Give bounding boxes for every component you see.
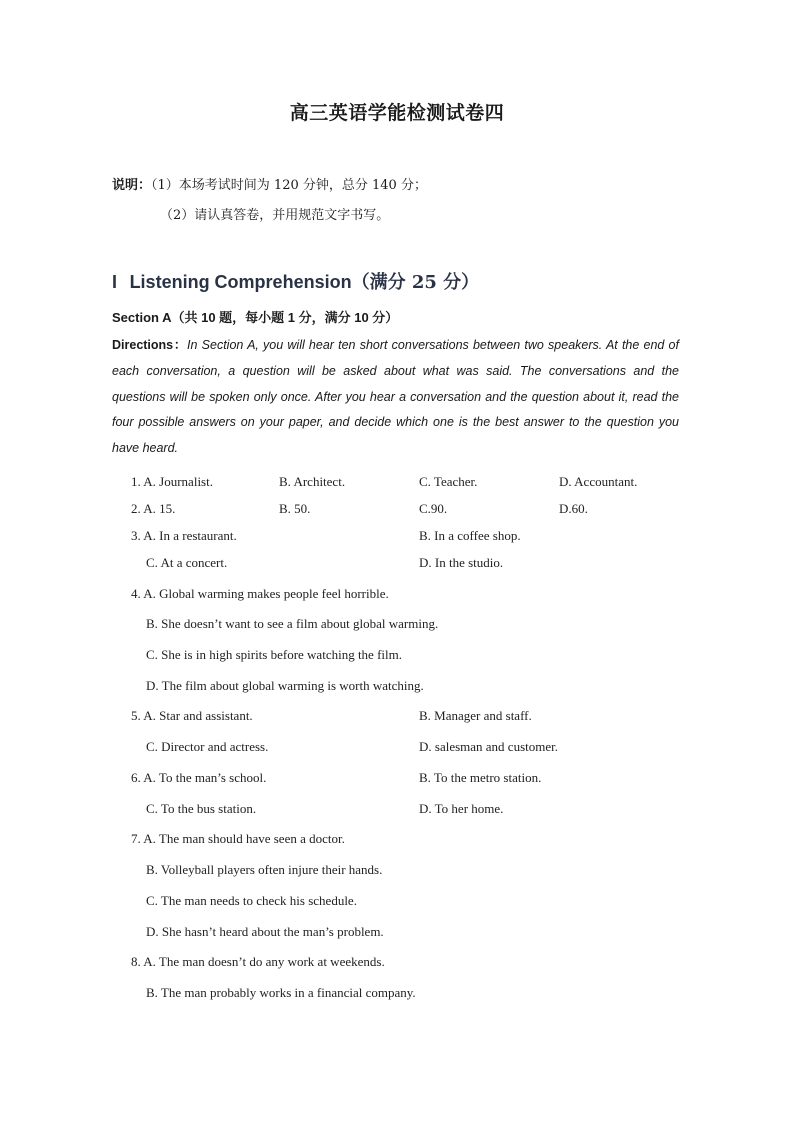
q4-option-d: D. The film about global warming is worth watching. bbox=[146, 678, 424, 693]
q5-option-d: D. salesman and customer. bbox=[419, 739, 558, 754]
q2-option-a: 2. A. 15. bbox=[131, 501, 176, 516]
q2-option-d: D.60. bbox=[559, 501, 588, 516]
q3-option-d: D. In the studio. bbox=[419, 555, 504, 570]
notes-text-1: （1）本场考试时间为 120 分钟，总分 140 分； bbox=[151, 178, 427, 193]
page-title: 高三英语学能检测试卷四 bbox=[289, 102, 505, 124]
q4-option-a: 4. A. Global warming makes people feel horrible. bbox=[131, 586, 389, 601]
q8-option-b: B. The man probably works in a financial company. bbox=[146, 985, 416, 1000]
subsection-heading: Section A（共 10 题，每小题 1 分，满分 10 分） bbox=[112, 310, 399, 325]
directions-label: Directions： bbox=[112, 338, 188, 352]
q8-option-a: 8. A. The man doesn’t do any work at weekends. bbox=[131, 954, 385, 969]
q1-option-c: C. Teacher. bbox=[419, 474, 478, 489]
q7-option-c: C. The man needs to check his schedule. bbox=[146, 893, 357, 908]
q6-option-c: C. To the bus station. bbox=[146, 801, 257, 816]
q2-option-b: B. 50. bbox=[279, 501, 311, 516]
notes-label: 说明： bbox=[112, 178, 152, 193]
q6-option-d: D. To her home. bbox=[419, 801, 504, 816]
q4-option-b: B. She doesn’t want to see a film about global warming. bbox=[146, 616, 439, 631]
section-name: Listening Comprehension bbox=[129, 272, 352, 292]
q1-option-a: 1. A. Journalist. bbox=[131, 474, 213, 489]
q6-option-a: 6. A. To the man’s school. bbox=[131, 770, 267, 785]
q7-option-b: B. Volleyball players often injure their hands. bbox=[146, 862, 383, 877]
q1-option-d: D. Accountant. bbox=[559, 474, 638, 489]
q4-option-c: C. She is in high spirits before watching the film. bbox=[146, 647, 402, 662]
section-heading bbox=[112, 268, 479, 294]
q7-option-a: 7. A. The man should have seen a doctor. bbox=[131, 831, 345, 846]
q3-option-a: 3. A. In a restaurant. bbox=[131, 528, 237, 543]
notes-line-1 bbox=[112, 174, 427, 193]
q2-option-c: C.90. bbox=[419, 501, 448, 516]
q5-option-c: C. Director and actress. bbox=[146, 739, 269, 754]
q3-option-c: C. At a concert. bbox=[146, 555, 228, 570]
q6-option-b: B. To the metro station. bbox=[419, 770, 542, 785]
directions-text: In Section A, you will hear ten short conversations between two speakers. At the end of each conversation, a question will be asked about what was said. The conversations and the questions will be spoken only once. After you hear a conversation and the question about it, read the four possible answers on your paper, and decide which one is the best answer to the question you have heard. bbox=[112, 338, 679, 456]
section-score: （满分 25 分） bbox=[351, 272, 480, 293]
q5-option-a: 5. A. Star and assistant. bbox=[131, 708, 253, 723]
q7-option-d: D. She hasn’t heard about the man’s problem. bbox=[146, 924, 384, 939]
directions-paragraph bbox=[112, 333, 679, 462]
q1-option-b: B. Architect. bbox=[279, 474, 346, 489]
section-numeral: I bbox=[112, 272, 118, 292]
q3-option-b: B. In a coffee shop. bbox=[419, 528, 521, 543]
q5-option-b: B. Manager and staff. bbox=[419, 708, 532, 723]
notes-line-2: （2）请认真答卷，并用规范文字书写。 bbox=[160, 208, 390, 223]
